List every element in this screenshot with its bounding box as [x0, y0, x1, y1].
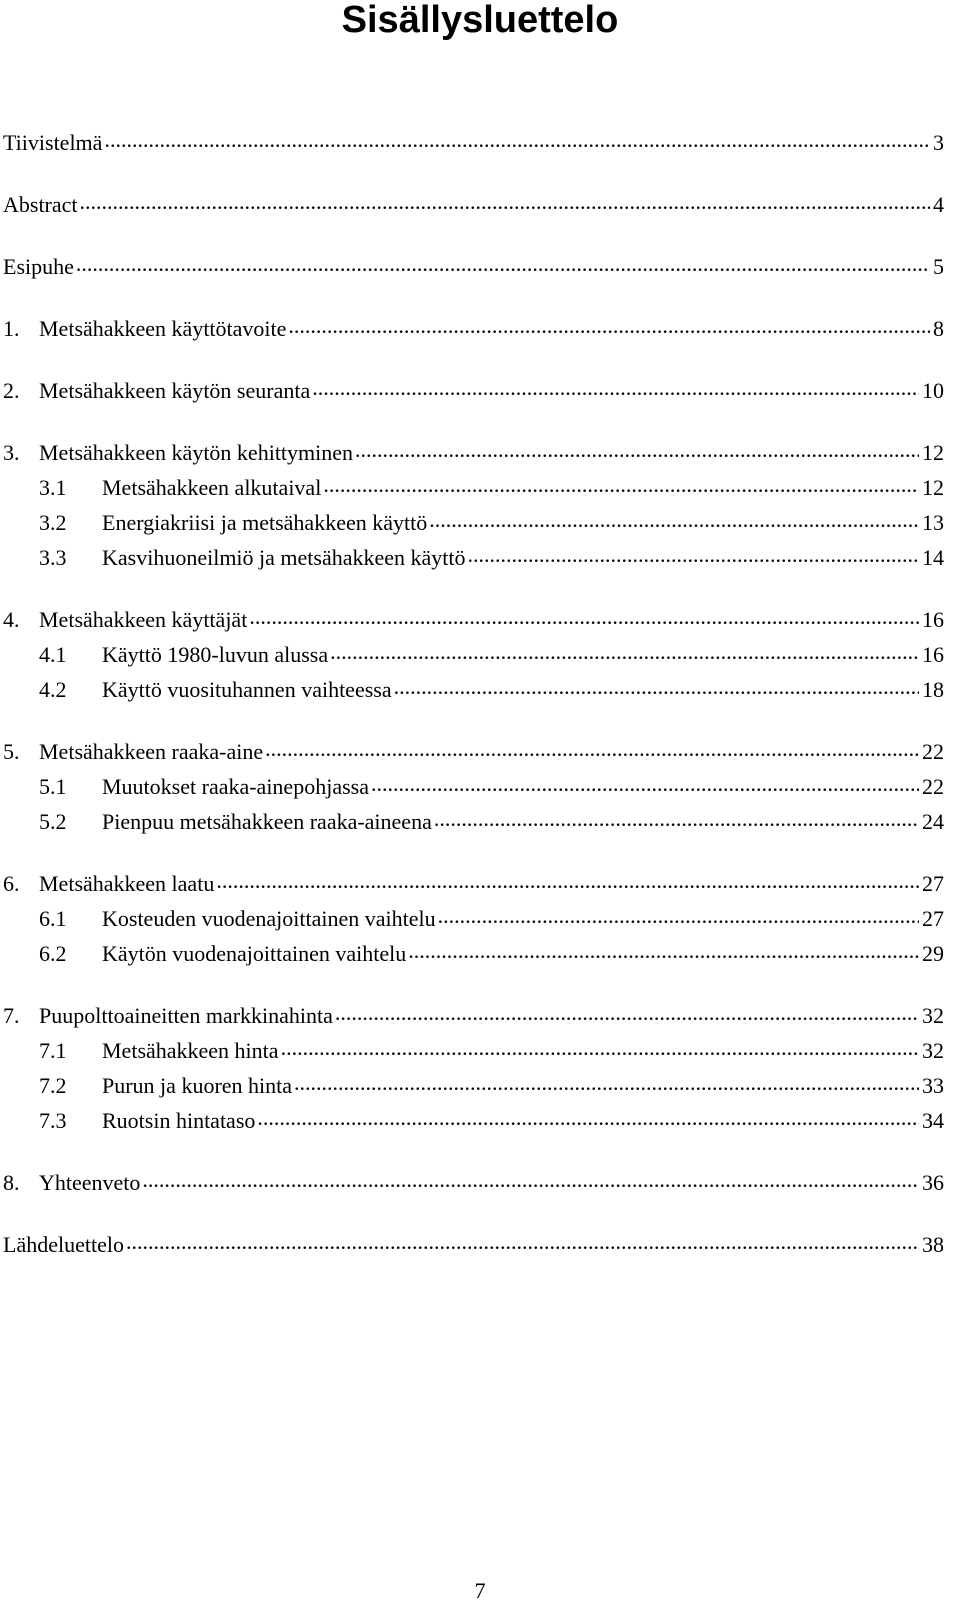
- toc-entry-number: 7.2: [39, 1073, 67, 1098]
- toc-entry-label: Metsähakkeen alkutaival: [102, 475, 322, 500]
- toc-entry-esipuhe[interactable]: [3, 252, 944, 280]
- toc-entry-number: 4.: [3, 607, 20, 632]
- toc-entry-4[interactable]: [3, 605, 944, 633]
- dot-leader: [265, 737, 919, 759]
- toc-entry-label: Metsähakkeen raaka-aine: [39, 739, 264, 764]
- toc-entry-label: Yhteenveto: [39, 1170, 141, 1195]
- dot-leader: [257, 1106, 919, 1128]
- toc-entry-label: Käyttö 1980-luvun alussa: [102, 642, 329, 667]
- dot-leader: [468, 543, 919, 565]
- toc-entry-number: 3.3: [39, 545, 67, 570]
- dot-leader: [408, 939, 919, 961]
- toc-entry-label: Metsähakkeen käyttäjät: [39, 607, 248, 632]
- toc-entry-6[interactable]: [3, 869, 944, 897]
- toc-entry-page: 18: [922, 677, 944, 702]
- toc-entry-4-1[interactable]: [3, 640, 944, 668]
- toc-entry-page: 16: [922, 607, 944, 632]
- toc-entry-label: Muutokset raaka-ainepohjassa: [102, 774, 369, 799]
- toc-entry-4-2[interactable]: [3, 675, 944, 703]
- dot-leader: [281, 1036, 919, 1058]
- toc-entry-7-3[interactable]: [3, 1106, 944, 1134]
- toc-entry-8[interactable]: [3, 1168, 944, 1196]
- toc-entry-6-1[interactable]: [3, 904, 944, 932]
- toc-entry-page: 13: [922, 510, 944, 535]
- toc-entry-7-1[interactable]: [3, 1036, 944, 1064]
- dot-leader: [104, 128, 930, 150]
- toc-entry-page: 36: [922, 1170, 944, 1195]
- toc-entry-number: 4.1: [39, 642, 67, 667]
- toc-entry-page: 5: [933, 254, 944, 279]
- toc-entry-number: 7.1: [39, 1038, 67, 1063]
- toc-entry-label: Tiivistelmä: [3, 130, 103, 155]
- toc-entry-page: 14: [922, 545, 944, 570]
- toc-entry-page: 24: [922, 809, 944, 834]
- page-title: Sisällysluettelo: [341, 0, 619, 41]
- toc-entry-3-1[interactable]: [3, 473, 944, 501]
- toc-entry-2[interactable]: [3, 376, 944, 404]
- toc-entry-page: 12: [922, 440, 944, 465]
- toc-entry-page: 3: [933, 130, 944, 155]
- toc-entry-number: 5.2: [39, 809, 67, 834]
- dot-leader: [249, 605, 919, 627]
- toc-entry-number: 3.2: [39, 510, 67, 535]
- toc-entry-number: 6.: [3, 871, 20, 896]
- toc-entry-number: 7.3: [39, 1108, 67, 1133]
- toc-entry-page: 38: [922, 1232, 944, 1257]
- toc-entry-page: 27: [922, 871, 944, 896]
- table-of-contents: [3, 0, 944, 1300]
- toc-entry-label: Energiakriisi ja metsähakkeen käyttö: [102, 510, 428, 535]
- toc-entry-1[interactable]: [3, 314, 944, 342]
- toc-entry-tiivistelma[interactable]: [3, 128, 944, 156]
- toc-entry-label: Käytön vuodenajoittainen vaihtelu: [102, 941, 407, 966]
- toc-entry-7-2[interactable]: [3, 1071, 944, 1099]
- toc-entry-page: 16: [922, 642, 944, 667]
- dot-leader: [294, 1071, 919, 1093]
- toc-entry-label: Pienpuu metsähakkeen raaka-aineena: [102, 809, 432, 834]
- toc-entry-page: 22: [922, 774, 944, 799]
- toc-entry-page: 34: [922, 1108, 944, 1133]
- toc-entry-label: Metsähakkeen käyttötavoite: [39, 316, 287, 341]
- toc-entry-label: Esipuhe: [3, 254, 74, 279]
- toc-entry-page: 10: [922, 378, 944, 403]
- toc-entry-6-2[interactable]: [3, 939, 944, 967]
- dot-leader: [438, 904, 919, 926]
- toc-entry-page: 32: [922, 1038, 944, 1063]
- dot-leader: [323, 473, 919, 495]
- toc-entry-page: 12: [922, 475, 944, 500]
- toc-entry-label: Purun ja kuoren hinta: [102, 1073, 293, 1098]
- toc-entry-number: 6.2: [39, 941, 67, 966]
- toc-entry-5[interactable]: [3, 737, 944, 765]
- dot-leader: [394, 675, 919, 697]
- toc-entry-label: Metsähakkeen laatu: [39, 871, 215, 896]
- toc-entry-label: Lähdeluettelo: [3, 1232, 124, 1257]
- toc-entry-page: 8: [933, 316, 944, 341]
- toc-entry-3-3[interactable]: [3, 543, 944, 571]
- dot-leader: [76, 252, 930, 274]
- dot-leader: [142, 1168, 919, 1190]
- dot-leader: [335, 1001, 919, 1023]
- dot-leader: [355, 438, 919, 460]
- toc-entry-5-2[interactable]: [3, 807, 944, 835]
- dot-leader: [330, 640, 919, 662]
- toc-entry-label: Puupolttoaineitten markkinahinta: [39, 1003, 333, 1028]
- dot-leader: [126, 1230, 919, 1252]
- dot-leader: [429, 508, 919, 530]
- toc-entry-page: 33: [922, 1073, 944, 1098]
- toc-entry-label: Kasvihuoneilmiö ja metsähakkeen käyttö: [102, 545, 466, 570]
- toc-entry-3-2[interactable]: [3, 508, 944, 536]
- toc-entry-label: Kosteuden vuodenajoittainen vaihtelu: [102, 906, 436, 931]
- dot-leader: [371, 772, 919, 794]
- toc-entry-page: 32: [922, 1003, 944, 1028]
- toc-entry-label: Metsähakkeen käytön kehittyminen: [39, 440, 354, 465]
- toc-entry-page: 29: [922, 941, 944, 966]
- toc-entry-label: Metsähakkeen hinta: [102, 1038, 279, 1063]
- toc-entry-number: 3.: [3, 440, 20, 465]
- toc-entry-lahdeluettelo[interactable]: [3, 1230, 944, 1258]
- toc-entry-3[interactable]: [3, 438, 944, 466]
- toc-entry-page: 22: [922, 739, 944, 764]
- toc-entry-number: 8.: [3, 1170, 20, 1195]
- toc-entry-page: 27: [922, 906, 944, 931]
- toc-entry-number: 4.2: [39, 677, 67, 702]
- toc-entry-number: 2.: [3, 378, 20, 403]
- toc-entry-label: Abstract: [3, 192, 78, 217]
- toc-entry-number: 5.: [3, 739, 20, 764]
- toc-entry-5-1[interactable]: [3, 772, 944, 800]
- toc-entry-number: 6.1: [39, 906, 67, 931]
- toc-entry-number: 5.1: [39, 774, 67, 799]
- toc-entry-number: 3.1: [39, 475, 67, 500]
- toc-entry-7[interactable]: [3, 1001, 944, 1029]
- dot-leader: [216, 869, 919, 891]
- toc-entry-label: Käyttö vuosituhannen vaihteessa: [102, 677, 392, 702]
- toc-entry-number: 1.: [3, 316, 20, 341]
- dot-leader: [80, 190, 930, 212]
- toc-entry-page: 4: [933, 192, 944, 217]
- toc-entry-abstract[interactable]: [3, 190, 944, 218]
- dot-leader: [312, 376, 919, 398]
- toc-entry-label: Ruotsin hintataso: [102, 1108, 256, 1133]
- toc-entry-number: 7.: [3, 1003, 20, 1028]
- dot-leader: [434, 807, 919, 829]
- dot-leader: [288, 314, 930, 336]
- toc-entry-label: Metsähakkeen käytön seuranta: [39, 378, 311, 403]
- page-number: 7: [474, 1578, 486, 1603]
